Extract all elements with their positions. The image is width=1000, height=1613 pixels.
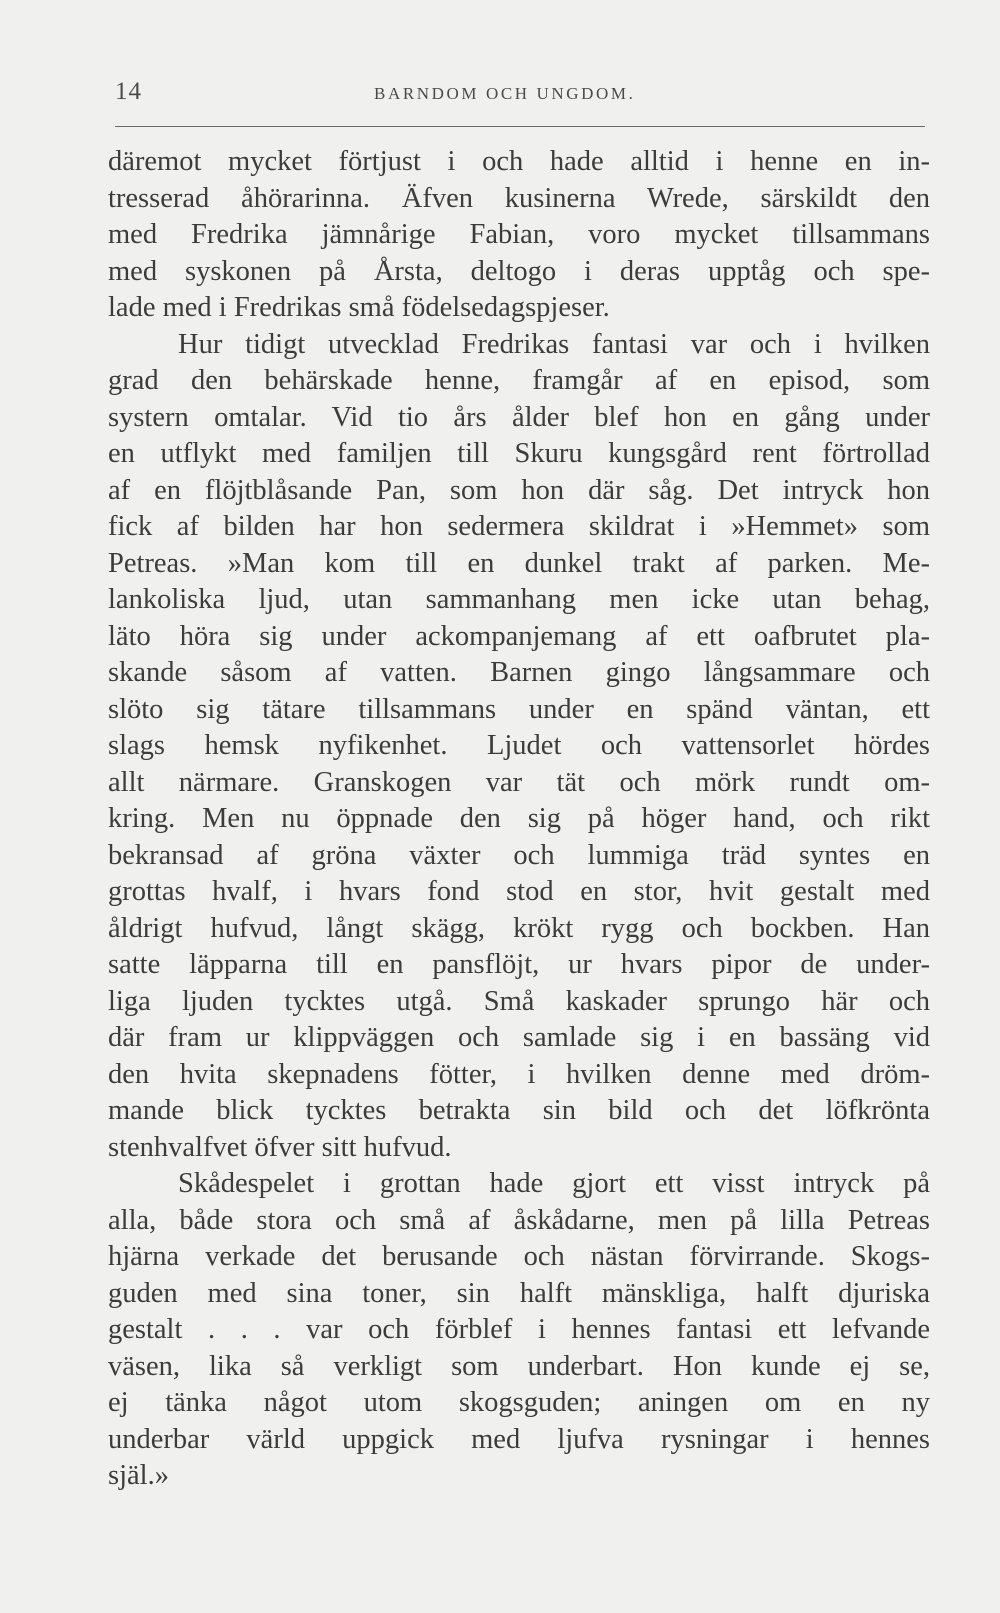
text-line: bekransad af gröna växter och lummiga träd syntes en [108, 839, 930, 871]
text-line: underbar värld uppgick med ljufva rysningar i hennes [108, 1423, 930, 1455]
text-line: af en flöjtblåsande Pan, som hon där såg. Det intryck hon [108, 474, 930, 506]
body-text [108, 144, 930, 1495]
text-line: grottas hvalf, i hvars fond stod en stor, hvit gestalt med [108, 876, 930, 907]
text-line: väsen, lika så verkligt som underbart. Hon kunde ej se, [108, 1350, 930, 1382]
header-rule [115, 126, 925, 127]
text-line: lankoliska ljud, utan sammanhang men icke utan behag, [108, 584, 930, 615]
text-line: skande såsom af vatten. Barnen gingo långsammare och [108, 657, 930, 688]
text-line: Petreas. »Man kom till en dunkel trakt af parken. Me- [108, 547, 930, 579]
text-line: alla, både stora och små af åskådarne, men på lilla Petreas [108, 1204, 930, 1236]
text-line: stenhvalfvet öfver sitt hufvud. [108, 1131, 452, 1163]
text-line: fick af bilden har hon sedermera skildrat i »Hemmet» som [108, 511, 930, 542]
text-line: slöto sig tätare tillsammans under en spänd väntan, ett [108, 693, 930, 725]
text-line: systern omtalar. Vid tio års ålder blef hon en gång under [108, 401, 930, 433]
text-line: ej tänka något utom skogsguden; aningen om en ny [108, 1387, 930, 1418]
text-line: gestalt . . . var och förblef i hennes fantasi ett lefvande [108, 1314, 930, 1345]
text-line: satte läpparna till en pansflöjt, ur hvars pipor de under- [108, 949, 930, 980]
text-line: mande blick tycktes betrakta sin bild och det löfkrönta [108, 1095, 930, 1126]
text-line: tresserad åhörarinna. Äfven kusinerna Wrede, särskildt den [108, 182, 930, 214]
text-line: en utflykt med familjen till Skuru kungsgård rent förtrollad [108, 438, 930, 469]
text-line: däremot mycket förtjust i och hade alltid i henne en in- [108, 146, 930, 177]
text-line: allt närmare. Granskogen var tät och mörk rundt om- [108, 766, 930, 798]
text-line: åldrigt hufvud, långt skägg, krökt rygg och bockben. Han [108, 912, 930, 944]
text-line: där fram ur klippväggen och samlade sig i en bassäng vid [108, 1022, 930, 1053]
text-line: med syskonen på Årsta, deltogo i deras upptåg och spe- [108, 255, 930, 287]
text-line: hjärna verkade det berusande och nästan förvirrande. Skogs- [108, 1241, 930, 1272]
text-line: själ.» [108, 1460, 169, 1491]
text-line: den hvita skepnadens fötter, i hvilken denne med dröm- [108, 1058, 930, 1090]
text-line: läto höra sig under ackompanjemang af ett oafbrutet pla- [108, 620, 930, 652]
text-line: Hur tidigt utvecklad Fredrikas fantasi var och i hvilken [178, 328, 930, 360]
text-line: kring. Men nu öppnade den sig på höger hand, och rikt [108, 803, 930, 834]
text-line: liga ljuden tycktes utgå. Små kaskader sprungo här och [108, 985, 930, 1017]
page-number: 14 [115, 78, 142, 105]
running-head: BARNDOM OCH UNGDOM. [374, 84, 636, 103]
text-line: grad den behärskade henne, framgår af en episod, som [108, 365, 930, 396]
text-line: guden med sina toner, sin halft mänskliga, halft djuriska [108, 1277, 930, 1309]
text-line: Skådespelet i grottan hade gjort ett visst intryck på [178, 1168, 930, 1199]
page-header [112, 78, 924, 108]
text-line: slags hemsk nyfikenhet. Ljudet och vattensorlet hördes [108, 730, 930, 761]
text-line: med Fredrika jämnårige Fabian, voro mycket tillsammans [108, 219, 930, 250]
text-line: lade med i Fredrikas små födelsedagspjeser. [108, 292, 610, 323]
